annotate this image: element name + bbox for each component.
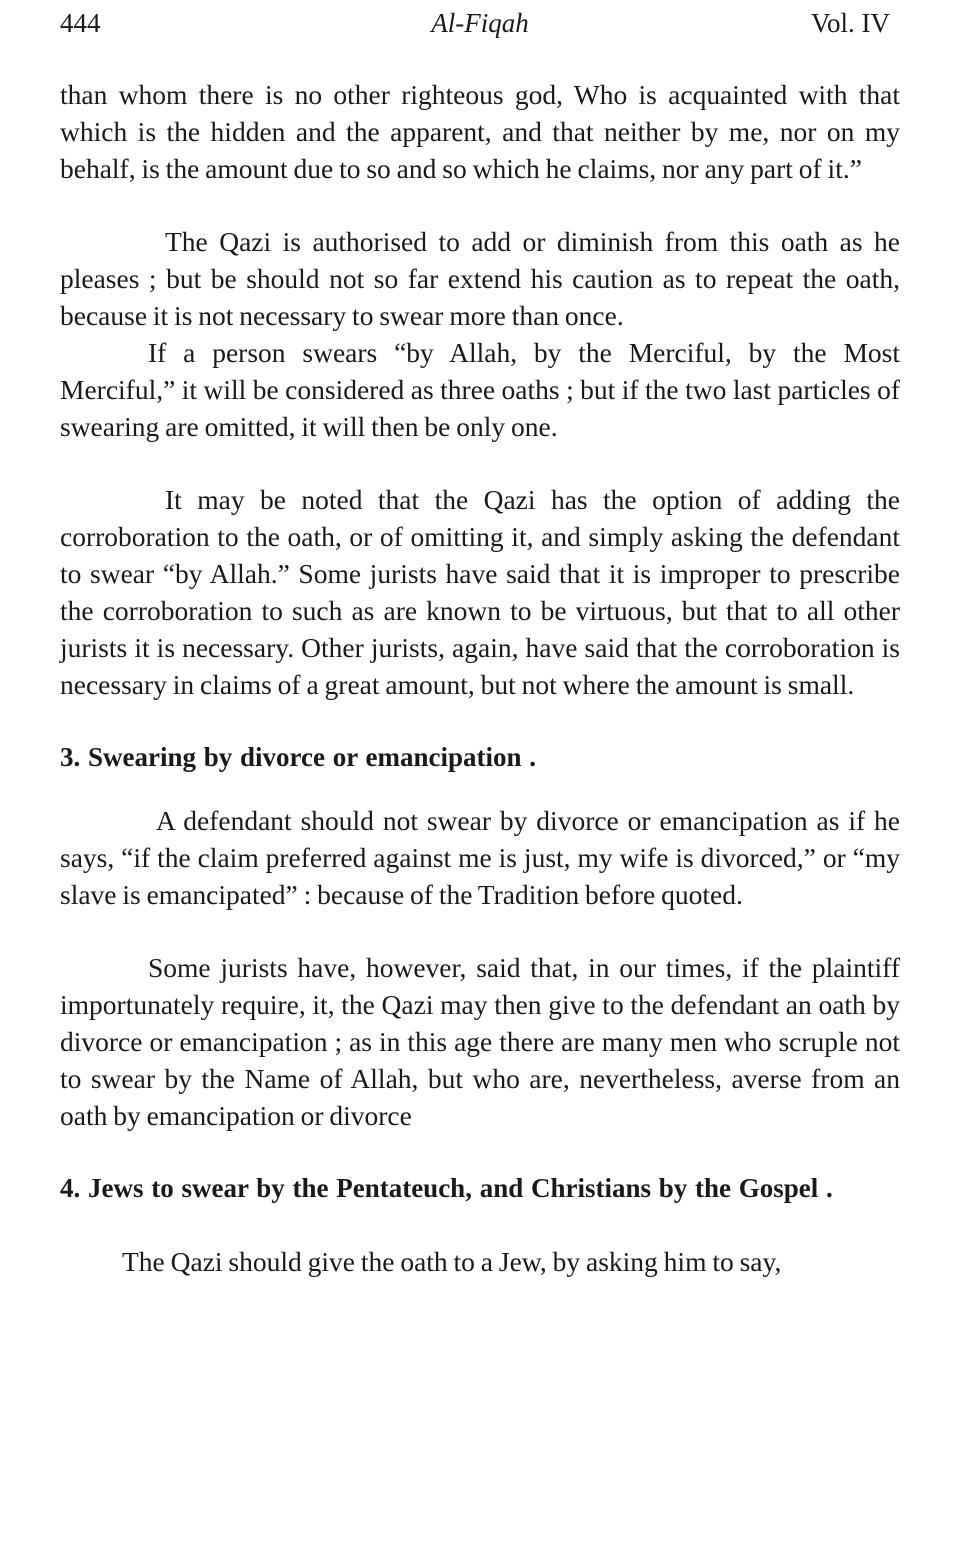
paragraph-oath-ending: than whom there is no other righteous god, Who is acquainted with that which is the hidden and the apparent, and that neither by me, nor on my behalf, is the amount due to so and so which he claims, nor any part of it.” bbox=[60, 79, 900, 184]
page-number: 444 bbox=[60, 8, 101, 38]
paragraph-defendant-divorce: A defendant should not swear by divorce or emancipation as if he says, “if the claim preferred against me is just, my wife is divorced,” or “my slave is emancipated” : because of the Tradition before quoted. bbox=[60, 805, 900, 910]
paragraph-jew-oath: The Qazi should give the oath to a Jew, by asking him to say, bbox=[122, 1246, 782, 1277]
paragraph-qazi-authorised: The Qazi is authorised to add or diminish from this oath as he pleases ; but be should not so far extend his caution as to repeat the oath, because it is not necessary to swear more than once. bbox=[60, 226, 900, 331]
page-header bbox=[60, 0, 900, 46]
volume-label: Vol. IV bbox=[810, 8, 890, 38]
section-heading-4: 4. Jews to swear by the Pentateuch, and Christians by the Gospel . bbox=[60, 1173, 833, 1203]
paragraph-three-oaths: If a person swears “by Allah, by the Merciful, by the Most Merciful,” it will be considered as three oaths ; but if the two last particles of swearing are omitted, it will then be only one. bbox=[60, 337, 900, 442]
paragraph-some-jurists: Some jurists have, however, said that, in our times, if the plaintiff importunately require, it, the Qazi may then give to the defendant an oath by divorce or emancipation ; as in this age there are many men who scruple not to swear by the Name of Allah, but who are, nevertheless, averse from an oath by emancipation or divorce bbox=[60, 952, 900, 1131]
paragraph-corroboration: It may be noted that the Qazi has the option of adding the corroboration to the oath, or of omitting it, and simply asking the defendant to swear “by Allah.” Some jurists have said that it is improper to prescribe the corroboration to such as are known to be virtuous, but that to all other jurists it is necessary. Other jurists, again, have said that the corroboration is necessary in claims of a great amount, but not where the amount is small. bbox=[60, 484, 900, 700]
running-title: Al-Fiqah bbox=[431, 8, 529, 38]
document-page bbox=[60, 0, 900, 1280]
section-heading-3: 3. Swearing by divorce or emancipation . bbox=[60, 742, 536, 772]
